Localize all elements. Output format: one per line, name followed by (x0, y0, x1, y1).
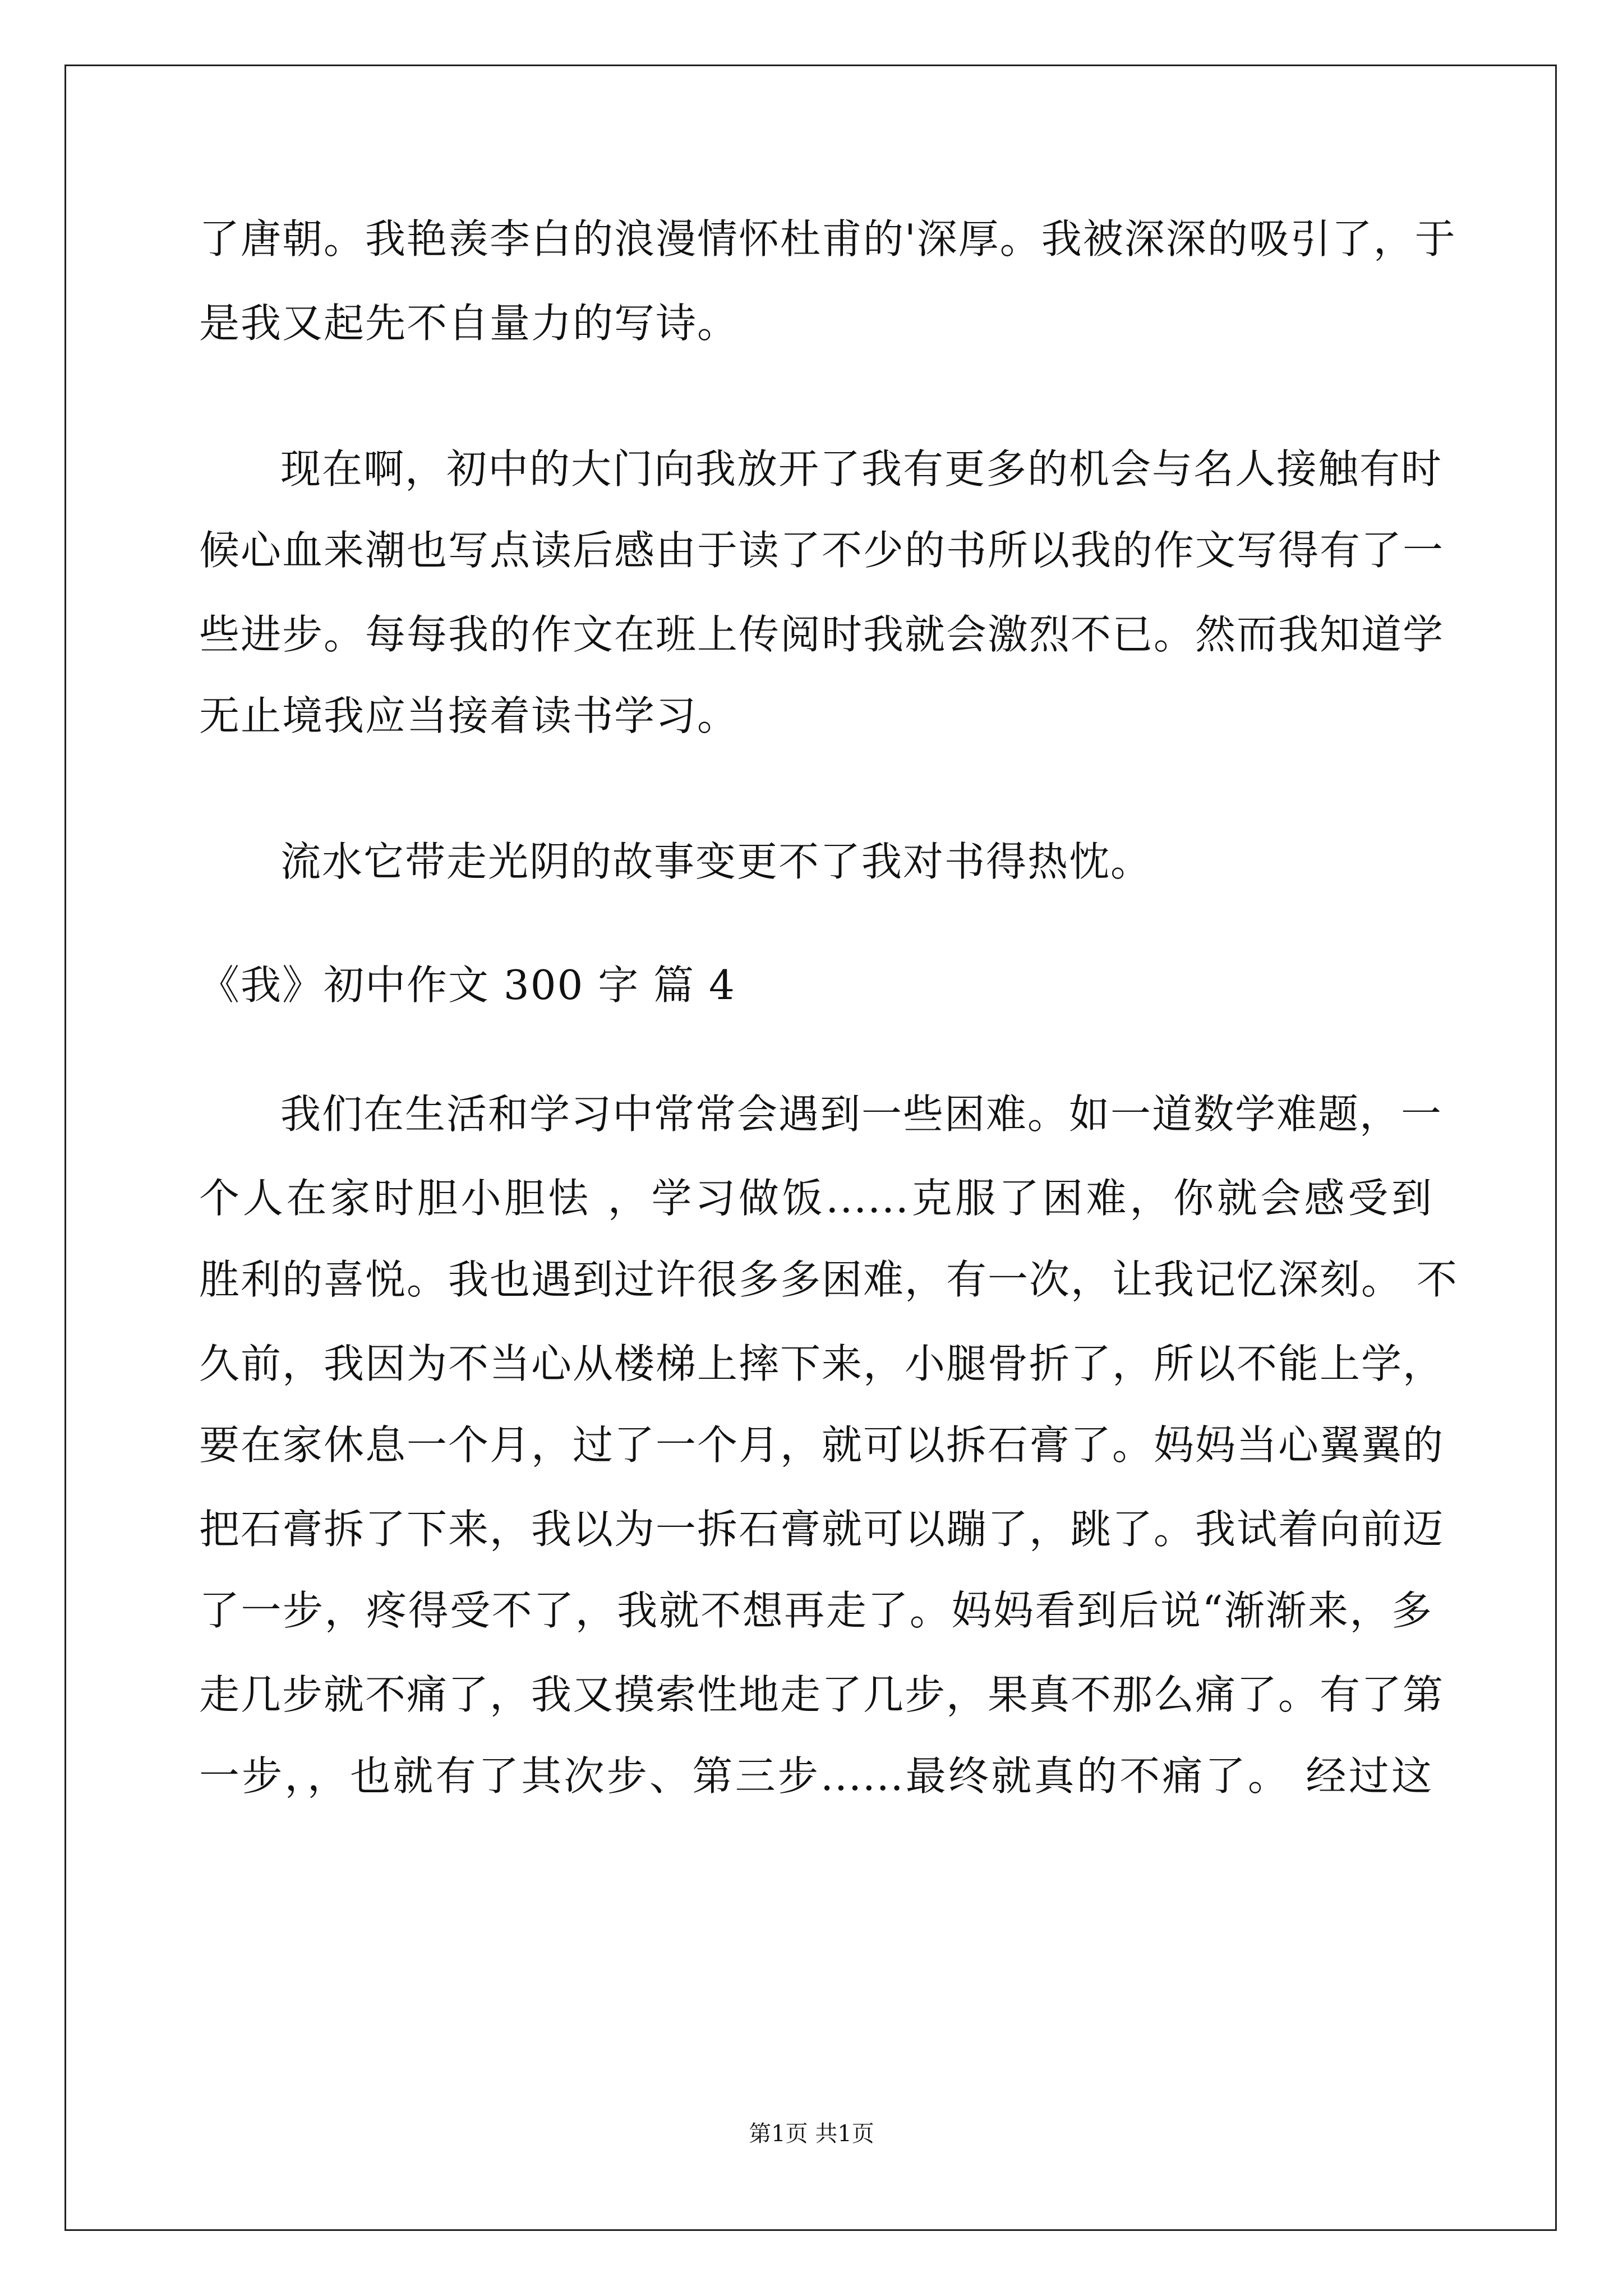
text-line: 久前，我因为不当心从楼梯上摔下来，小腿骨折了，所以不能上学， (199, 1340, 1445, 1387)
text-line: 要在家休息一个月，过了一个月，就可以拆石膏了。妈妈当心翼翼的 (199, 1421, 1445, 1469)
text-line: 些进步。每每我的作文在班上传阅时我就会激烈不已。然而我知道学 (199, 611, 1445, 658)
text-line: 我们在生活和学习中常常会遇到一些困难。如一道数学难题，一 (280, 1091, 1443, 1138)
page-footer: 第1页 共1页 (749, 2121, 874, 2147)
text-line: 了一步，疼得受不了，我就不想再走了。妈妈看到后说“渐渐来，多 (199, 1587, 1433, 1634)
text-line: 是我又起先不自量力的写诗。 (199, 300, 739, 347)
text-line: 胜利的喜悦。我也遇到过许很多多困难，有一次，让我记忆深刻。 不 (199, 1256, 1458, 1303)
text-line: 流水它带走光阴的故事变更不了我对书得热忱。 (280, 838, 1152, 885)
text-line: 走几步就不痛了，我又摸索性地走了几步，果真不那么痛了。有了第 (199, 1671, 1445, 1718)
text-line: 无止境我应当接着读书学习。 (199, 692, 739, 739)
page-border (64, 65, 1557, 2231)
text-line: 一步，，也就有了其次步、第三步......最终就真的不痛了。 经过这 (199, 1752, 1433, 1800)
text-line: 把石膏拆了下来，我以为一拆石膏就可以蹦了，跳了。我试着向前迈 (199, 1506, 1445, 1553)
text-line: 了唐朝。我艳羡李白的浪漫情怀杜甫的'深厚。我被深深的吸引了，于 (199, 215, 1456, 263)
text-line: 候心血来潮也写点读后感由于读了不少的书所以我的作文写得有了一 (199, 527, 1445, 574)
text-line: 现在啊，初中的大门向我放开了我有更多的机会与名人接触有时 (280, 445, 1443, 493)
section-heading: 《我》初中作文 300 字 篇 4 (199, 961, 736, 1009)
text-line: 个人在家时胆小胆怯 ，学习做饭......克服了困难，你就会感受到 (199, 1175, 1433, 1222)
